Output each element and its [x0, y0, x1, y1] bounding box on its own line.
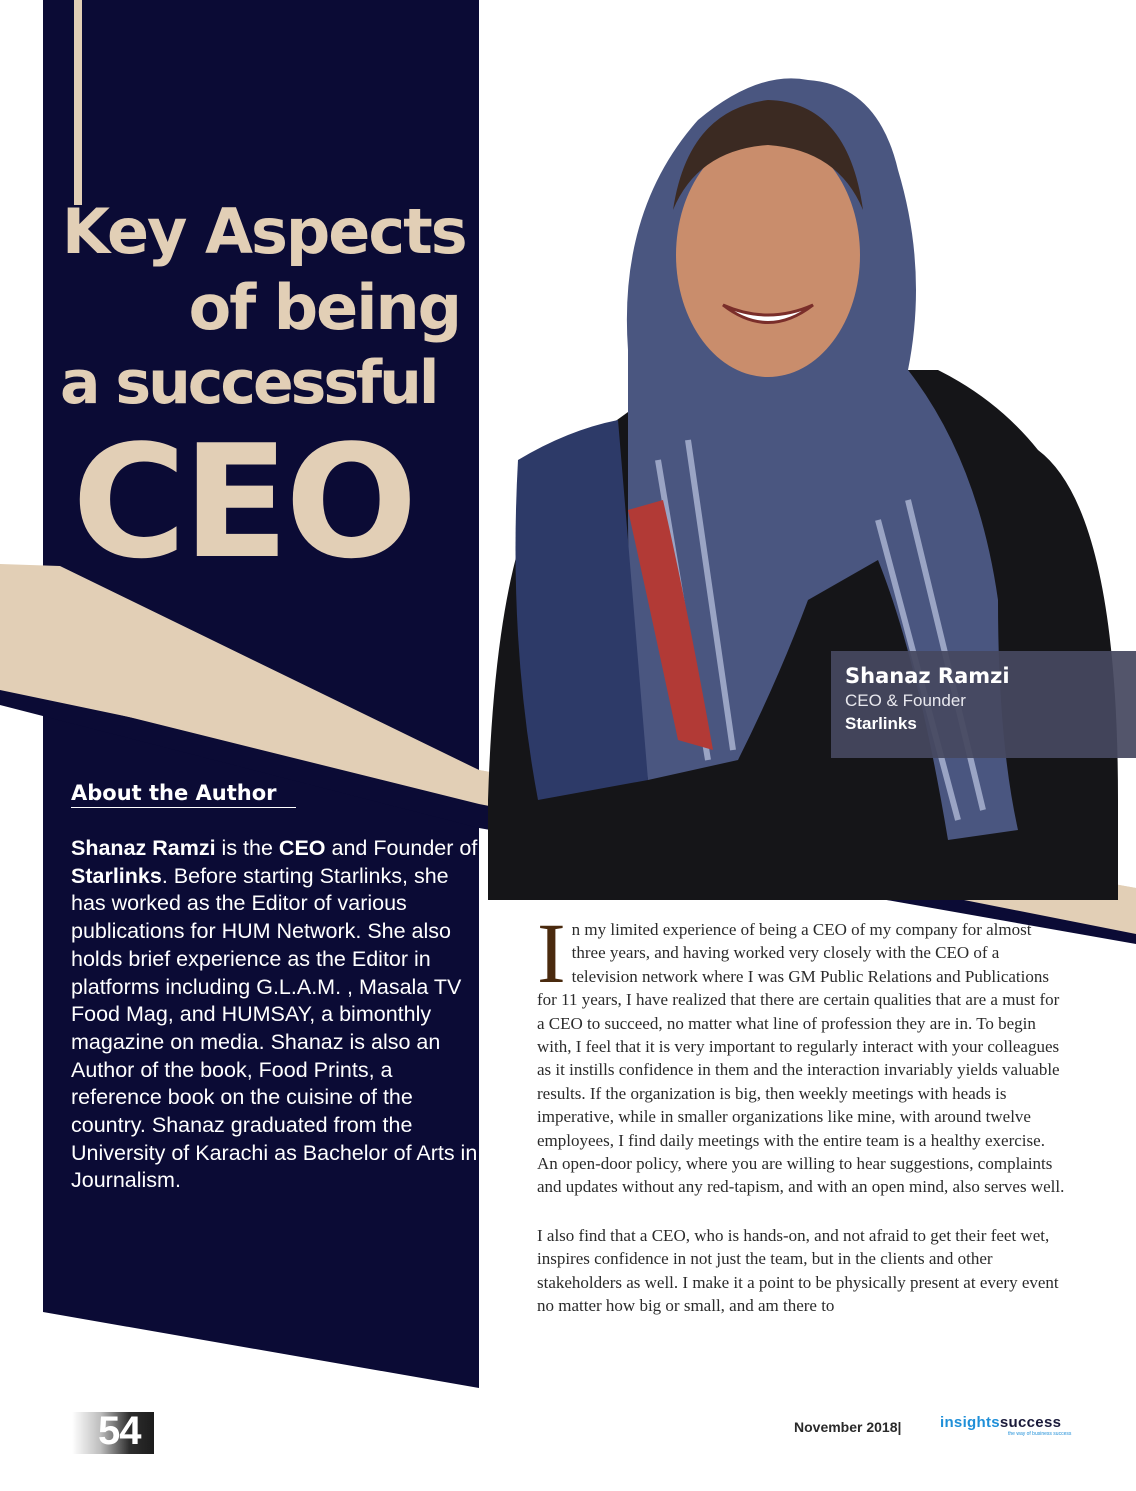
- logo-success: success: [999, 1414, 1062, 1431]
- headline-line-1: Key Aspects: [62, 195, 466, 268]
- photo-caption: [831, 651, 1136, 758]
- magazine-logo: [940, 1414, 1061, 1431]
- page-number: 54: [98, 1409, 141, 1453]
- article-paragraph-2: I also find that a CEO, who is hands-on, and not afraid to get their feet wet, inspires confidence in not just the team, but in the clients and other stakeholders as well. I make it a point to be physically present at every event no matter how big or small, and am there to: [537, 1225, 1059, 1316]
- caption-company: Starlinks: [845, 714, 917, 733]
- logo-insights: insights: [940, 1414, 1000, 1431]
- caption-name: Shanaz Ramzi: [845, 664, 1010, 688]
- author-portrait: [478, 40, 1136, 900]
- portrait-face: [676, 133, 860, 377]
- article-body: [537, 905, 1065, 1343]
- author-company: Starlinks: [71, 863, 162, 888]
- article-paragraph-1: [537, 905, 1065, 1199]
- headline-line-3: a successful: [60, 348, 437, 418]
- about-text-3: . Before starting Starlinks, she has worked as the Editor of various publications for HUM Network. She also holds brief experience as the Editor in platforms including G.L.A.M. , Masala TV Food Mag, and HUMSAY, a bimonthly magazine on media. Shanaz is also an Author of the book, Food Prints, a reference book on the cuisine of the country. Shanaz graduated from the University of Karachi as Bachelor of Arts in Journalism.: [71, 863, 478, 1193]
- about-text-1: is the: [215, 836, 279, 860]
- author-name: Shanaz Ramzi: [71, 836, 216, 860]
- drop-cap: I: [537, 905, 566, 1001]
- headline-ceo: CEO: [72, 411, 414, 593]
- article-text-1: n my limited experience of being a CEO of my company for almost three years, and having worked very closely with the CEO of a television network where I was GM Public Relations and Publications for 11 years, I have realized that there are certain qualities that are a must for a CEO to succeed, no matter what line of profession they are in. To begin with, I feel that it is very important to regularly interact with your colleagues as it instills confidence in them and the interaction invariably yields valuable results. If the organization is big, then weekly meetings with heads is imperative, while in smaller organizations like mine, with around twelve employees, I find daily meetings with the entire team is a healthy exercise. An open-door policy, where you are willing to hear suggestions, complaints and updates without any red-tapism, and with an open mind, also serves well.: [537, 920, 1065, 1197]
- caption-title: CEO & Founder: [845, 691, 966, 710]
- author-role: CEO: [278, 836, 326, 860]
- headline-line-2: of being: [188, 271, 460, 344]
- about-heading: About the Author: [71, 781, 277, 805]
- title-accent-bar: [74, 0, 82, 205]
- about-author-text: [71, 835, 481, 1195]
- issue-date: November 2018|: [794, 1419, 902, 1435]
- about-text-2: and Founder of: [325, 836, 478, 860]
- about-underline: [71, 807, 296, 808]
- logo-tagline: the way of business success: [1008, 1431, 1072, 1437]
